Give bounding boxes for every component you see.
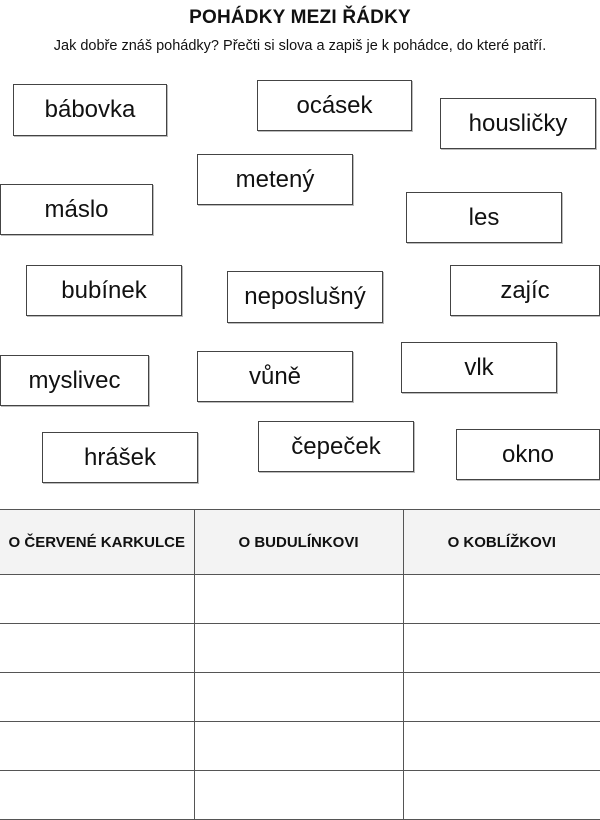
table-row <box>0 624 600 673</box>
answer-cell[interactable] <box>194 673 403 722</box>
answer-cell[interactable] <box>403 771 600 820</box>
worksheet-title: POHÁDKY MEZI ŘÁDKY <box>189 7 411 28</box>
answer-cell[interactable] <box>0 722 194 771</box>
word-card: zajíc <box>450 265 600 316</box>
column-header-budulinek: O BUDULÍNKOVI <box>194 510 403 575</box>
worksheet-instructions: Jak dobře znáš pohádky? Přečti si slova a zapiš je k pohádce, do které patří. <box>53 38 547 54</box>
answer-cell[interactable] <box>194 771 403 820</box>
word-card: čepeček <box>258 421 414 472</box>
answer-table-header-row <box>0 510 600 575</box>
answer-cell[interactable] <box>403 673 600 722</box>
word-card: máslo <box>0 184 153 235</box>
answer-cell[interactable] <box>194 575 403 624</box>
answer-cell[interactable] <box>0 673 194 722</box>
answer-table <box>0 509 600 820</box>
word-card: myslivec <box>0 355 149 406</box>
table-row <box>0 771 600 820</box>
answer-cell[interactable] <box>403 575 600 624</box>
column-header-cervena-karkulka: O ČERVENÉ KARKULCE <box>0 510 194 575</box>
answer-cell[interactable] <box>0 771 194 820</box>
column-header-koblizek: O KOBLÍŽKOVI <box>403 510 600 575</box>
word-card: vlk <box>401 342 557 393</box>
answer-cell[interactable] <box>0 575 194 624</box>
word-card: neposlušný <box>227 271 383 323</box>
word-card: ocásek <box>257 80 412 131</box>
table-row <box>0 722 600 771</box>
answer-cell[interactable] <box>194 624 403 673</box>
table-row <box>0 575 600 624</box>
answer-cell[interactable] <box>194 722 403 771</box>
answer-cell[interactable] <box>403 624 600 673</box>
word-card: hrášek <box>42 432 198 483</box>
answer-cell[interactable] <box>403 722 600 771</box>
table-row <box>0 673 600 722</box>
word-card: metený <box>197 154 353 205</box>
word-card: bubínek <box>26 265 182 316</box>
word-card: les <box>406 192 562 243</box>
answer-cell[interactable] <box>0 624 194 673</box>
word-card: vůně <box>197 351 353 402</box>
word-card: okno <box>456 429 600 480</box>
word-card: bábovka <box>13 84 167 136</box>
word-card: housličky <box>440 98 596 149</box>
